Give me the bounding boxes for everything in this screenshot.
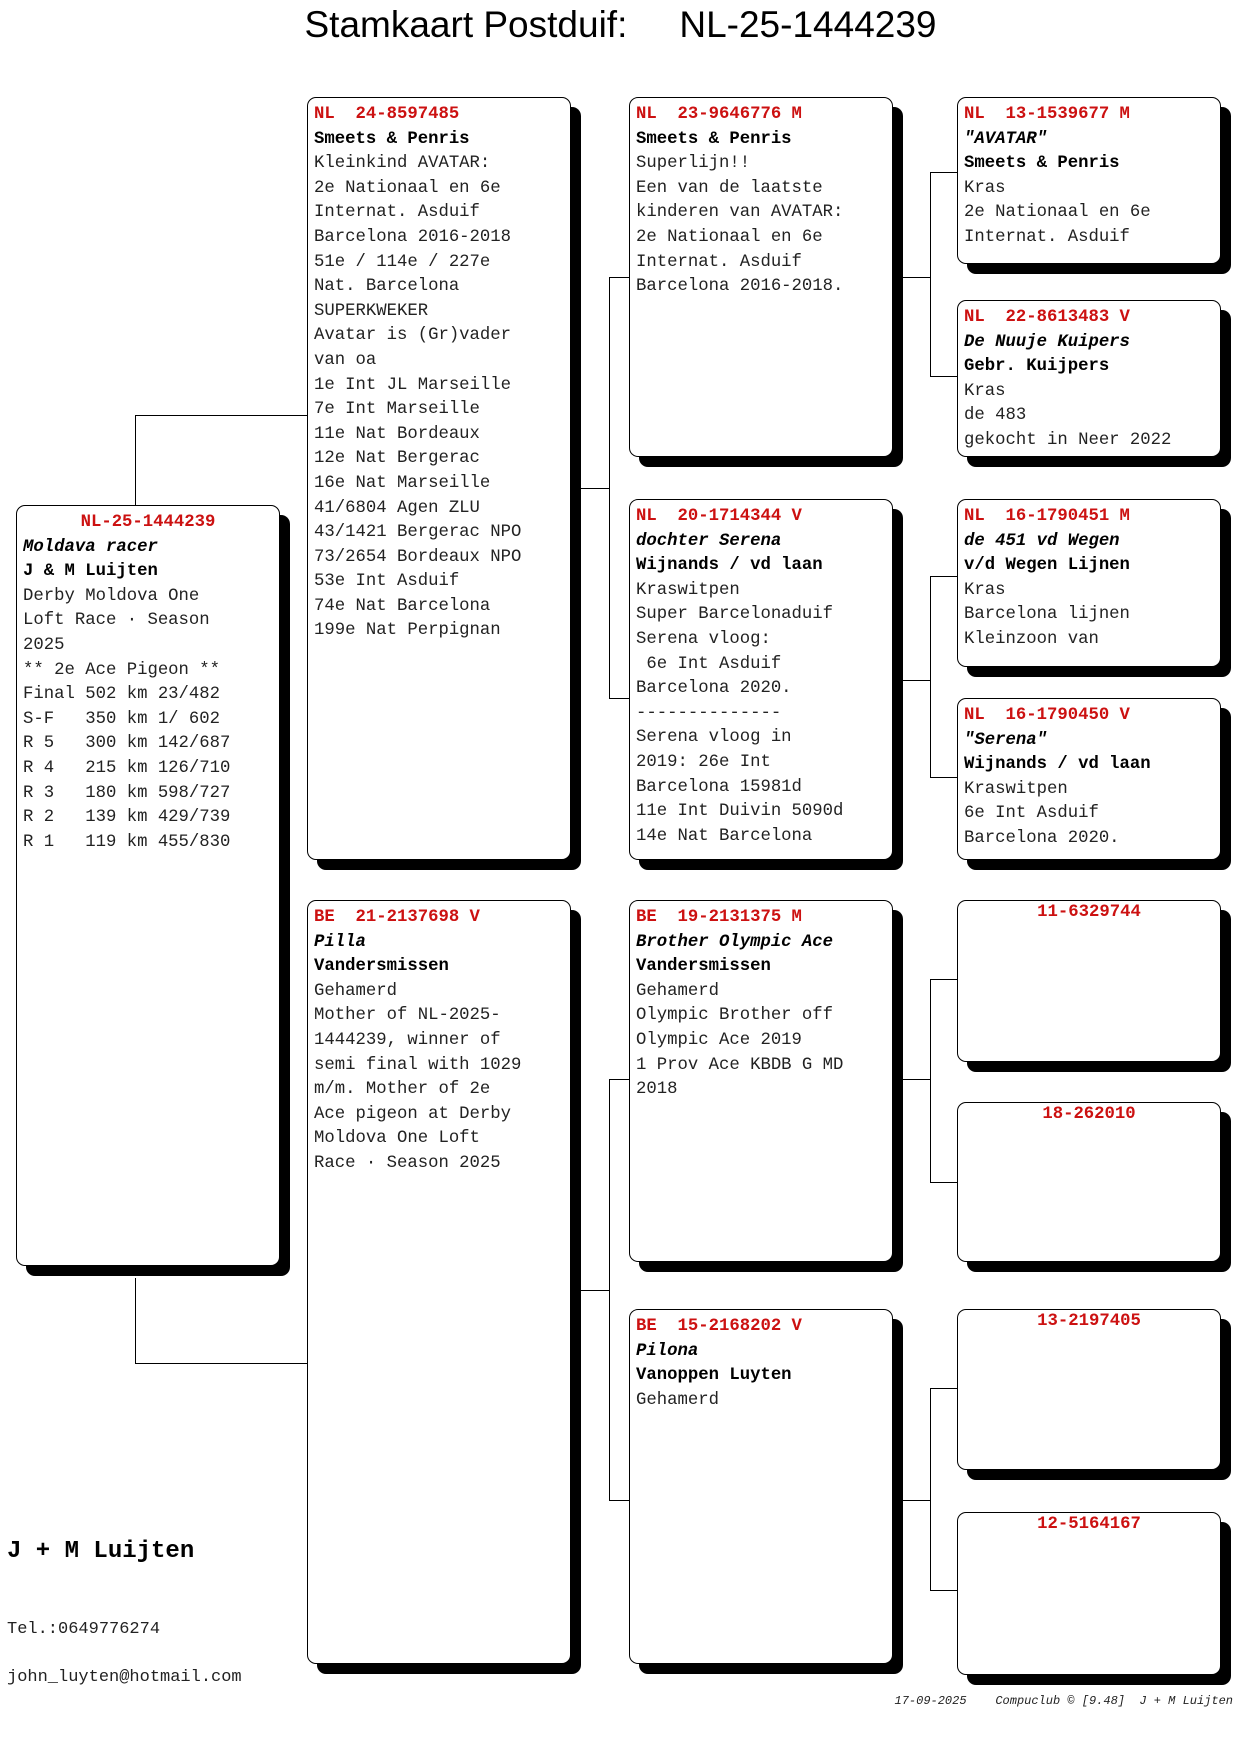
- note-line: 2e Nationaal en 6e: [314, 178, 501, 198]
- mmf-card: [957, 1309, 1221, 1470]
- note-line: Loft Race · Season: [23, 611, 210, 631]
- note-line: Barcelona 2020.: [636, 679, 792, 699]
- note-line: 2018: [636, 1080, 678, 1100]
- result-line: R 2 139 km 429/739: [23, 808, 231, 828]
- father-ring: NL 24-8597485: [314, 105, 460, 124]
- ffm-breeder: Gebr. Kuijpers: [964, 357, 1110, 377]
- note-line: Kras: [964, 178, 1006, 198]
- note-line: de 483: [964, 406, 1027, 426]
- mm-name: Pilona: [636, 1341, 699, 1361]
- connector: [609, 698, 629, 699]
- owner-email: john_luyten@hotmail.com: [7, 1668, 242, 1687]
- note-line: Kleinzoon van: [964, 629, 1099, 649]
- note-line: 1e Int JL Marseille: [314, 375, 512, 395]
- note-line: Barcelona 2016-2018: [314, 227, 512, 247]
- note-line: 2e Nationaal en 6e: [964, 203, 1151, 223]
- note-line: Gehamerd: [636, 1390, 719, 1410]
- connector: [930, 376, 957, 377]
- mff-ring: 11-6329744: [1037, 903, 1141, 922]
- note-line: Kraswitpen: [636, 580, 740, 600]
- mf-name: Brother Olympic Ace: [636, 932, 834, 952]
- footer-software: Compuclub © [9.48]: [995, 1694, 1125, 1708]
- father-card: [307, 97, 571, 860]
- note-line: kinderen van AVATAR:: [636, 203, 844, 223]
- mother-breeder: Vandersmissen: [314, 957, 449, 977]
- owner-phone: Tel.:0649776274: [7, 1620, 161, 1639]
- fm-breeder: Wijnands / vd laan: [636, 556, 823, 576]
- fff-card: [957, 97, 1221, 264]
- connector: [135, 1278, 136, 1363]
- note-line: 2e Nationaal en 6e: [636, 227, 823, 247]
- note-line: Gehamerd: [314, 981, 397, 1001]
- page-title: [0, 4, 1241, 46]
- fff-breeder: Smeets & Penris: [964, 154, 1120, 174]
- note-line: van oa: [314, 350, 377, 370]
- fmf-name: de 451 vd Wegen: [964, 531, 1120, 551]
- mother-father-card: [629, 900, 893, 1262]
- fmf-card: [957, 499, 1221, 667]
- connector: [930, 979, 957, 980]
- note-line: 2019: 26e Int: [636, 752, 771, 772]
- note-line: Kraswitpen: [964, 779, 1068, 799]
- mfm-card: [957, 1102, 1221, 1262]
- note-line: Olympic Ace 2019: [636, 1030, 802, 1050]
- note-line: semi final with 1029: [314, 1055, 522, 1075]
- connector: [930, 979, 931, 1182]
- note-line: 41/6804 Agen ZLU: [314, 498, 480, 518]
- note-line: 7e Int Marseille: [314, 400, 480, 420]
- mm-breeder: Vanoppen Luyten: [636, 1366, 792, 1386]
- note-line: Internat. Asduif: [314, 203, 480, 223]
- fmf-breeder: v/d Wegen Lijnen: [964, 556, 1130, 576]
- note-line: 6e Int Asduif: [636, 654, 782, 674]
- mother-card: [307, 900, 571, 1664]
- fff-name: "AVATAR": [964, 129, 1047, 149]
- note-line: 14e Nat Barcelona: [636, 826, 813, 846]
- note-line: Mother of NL-2025-: [314, 1006, 501, 1026]
- note-line: 16e Nat Marseille: [314, 473, 491, 493]
- note-line: 74e Nat Barcelona: [314, 596, 491, 616]
- note-line: Barcelona 2020.: [964, 828, 1120, 848]
- result-line: R 1 119 km 455/830: [23, 832, 231, 852]
- connector: [609, 1500, 629, 1501]
- ffm-name: De Nuuje Kuipers: [964, 332, 1130, 352]
- note-line: 11e Int Duivin 5090d: [636, 802, 844, 822]
- note-line: gekocht in Neer 2022: [964, 430, 1172, 450]
- note-line: Gehamerd: [636, 981, 719, 1001]
- mmm-ring: 12-5164167: [1037, 1515, 1141, 1534]
- ffm-card: [957, 300, 1221, 457]
- ff-breeder: Smeets & Penris: [636, 129, 792, 149]
- note-line: Een van de laatste: [636, 178, 823, 198]
- owner-name: J + M Luijten: [7, 1538, 195, 1565]
- subject-owner: J & M Luijten: [23, 562, 158, 582]
- connector: [930, 1182, 957, 1183]
- connector: [902, 277, 930, 278]
- fmm-breeder: Wijnands / vd laan: [964, 755, 1151, 775]
- connector: [930, 576, 931, 777]
- fmm-name: "Serena": [964, 730, 1047, 750]
- connector: [902, 680, 930, 681]
- note-line: 2025: [23, 635, 65, 655]
- mfm-ring: 18-262010: [1042, 1105, 1136, 1124]
- note-line: Moldova One Loft: [314, 1129, 480, 1149]
- result-line: S-F 350 km 1/ 602: [23, 709, 221, 729]
- result-line: R 4 215 km 126/710: [23, 758, 231, 778]
- note-line: 12e Nat Bergerac: [314, 449, 480, 469]
- note-line: Kleinkind AVATAR:: [314, 154, 491, 174]
- note-line: 11e Nat Bordeaux: [314, 424, 480, 444]
- note-line: Kras: [964, 381, 1006, 401]
- connector: [580, 488, 609, 489]
- father-father-card: [629, 97, 893, 457]
- connector: [609, 277, 610, 698]
- fmm-card: [957, 698, 1221, 860]
- connector: [609, 277, 629, 278]
- fm-ring: NL 20-1714344 V: [636, 507, 802, 526]
- note-line: 43/1421 Bergerac NPO: [314, 523, 522, 543]
- ff-ring: NL 23-9646776 M: [636, 105, 802, 124]
- result-line: R 3 180 km 598/727: [23, 783, 231, 803]
- result-line: Final 502 km 23/482: [23, 685, 221, 705]
- fmm-ring: NL 16-1790450 V: [964, 706, 1130, 725]
- note-line: 1 Prov Ace KBDB G MD: [636, 1055, 844, 1075]
- note-line: Avatar is (Gr)vader: [314, 326, 512, 346]
- fff-ring: NL 13-1539677 M: [964, 105, 1130, 124]
- mother-name: Pilla: [314, 932, 366, 952]
- note-line: m/m. Mother of 2e: [314, 1080, 491, 1100]
- result-line: R 5 300 km 142/687: [23, 734, 231, 754]
- connector: [930, 777, 957, 778]
- note-line: Olympic Brother off: [636, 1006, 834, 1026]
- connector: [609, 1079, 629, 1080]
- note-line: Barcelona lijnen: [964, 605, 1130, 625]
- fm-name: dochter Serena: [636, 531, 782, 551]
- fmf-ring: NL 16-1790451 M: [964, 507, 1130, 526]
- note-line: Nat. Barcelona: [314, 277, 460, 297]
- note-line: Barcelona 2016-2018.: [636, 277, 844, 297]
- note-line: 53e Int Asduif: [314, 572, 460, 592]
- connector: [902, 1500, 930, 1501]
- subject-card: [16, 505, 280, 1266]
- note-line: Internat. Asduif: [964, 227, 1130, 247]
- mother-ring: BE 21-2137698 V: [314, 908, 480, 927]
- mmm-card: [957, 1512, 1221, 1675]
- note-line: 51e / 114e / 227e: [314, 252, 491, 272]
- title-ring: NL-25-1444239: [679, 4, 937, 45]
- connector: [930, 1388, 931, 1590]
- note-line: SUPERKWEKER: [314, 301, 429, 321]
- mff-card: [957, 900, 1221, 1062]
- subject-name: Moldava racer: [23, 537, 158, 557]
- note-line: --------------: [636, 703, 782, 723]
- note-line: Kras: [964, 580, 1006, 600]
- subject-ring: NL-25-1444239: [80, 513, 216, 532]
- father-mother-card: [629, 499, 893, 860]
- note-line: Serena vloog in: [636, 728, 792, 748]
- connector: [930, 576, 957, 577]
- connector: [930, 1388, 957, 1389]
- ffm-ring: NL 22-8613483 V: [964, 308, 1130, 327]
- footer: [895, 1694, 1233, 1708]
- father-breeder: Smeets & Penris: [314, 129, 470, 149]
- note-line: Barcelona 15981d: [636, 777, 802, 797]
- note-line: 1444239, winner of: [314, 1030, 501, 1050]
- footer-owner: J + M Luijten: [1139, 1694, 1233, 1708]
- connector: [930, 172, 931, 376]
- title-label: Stamkaart Postduif:: [304, 4, 628, 45]
- note-line: Internat. Asduif: [636, 252, 802, 272]
- note-line: Superlijn!!: [636, 154, 751, 174]
- note-line: 73/2654 Bordeaux NPO: [314, 547, 522, 567]
- mf-breeder: Vandersmissen: [636, 957, 771, 977]
- connector: [135, 1363, 307, 1364]
- connector: [580, 1290, 609, 1291]
- note-line: Derby Moldova One: [23, 586, 200, 606]
- connector: [609, 1079, 610, 1500]
- note-line: Race · Season 2025: [314, 1153, 501, 1173]
- connector: [930, 1590, 957, 1591]
- connector: [135, 415, 136, 507]
- footer-date: 17-09-2025: [894, 1694, 967, 1708]
- note-line: Ace pigeon at Derby: [314, 1104, 512, 1124]
- note-line: ** 2e Ace Pigeon **: [23, 660, 221, 680]
- connector: [902, 1079, 930, 1080]
- mmf-ring: 13-2197405: [1037, 1312, 1141, 1331]
- mm-ring: BE 15-2168202 V: [636, 1317, 802, 1336]
- note-line: Serena vloog:: [636, 629, 771, 649]
- note-line: 6e Int Asduif: [964, 804, 1099, 824]
- note-line: 199e Nat Perpignan: [314, 621, 501, 641]
- connector: [930, 172, 957, 173]
- mother-mother-card: [629, 1309, 893, 1664]
- note-line: Super Barcelonaduif: [636, 605, 834, 625]
- mf-ring: BE 19-2131375 M: [636, 908, 802, 927]
- connector: [135, 415, 307, 416]
